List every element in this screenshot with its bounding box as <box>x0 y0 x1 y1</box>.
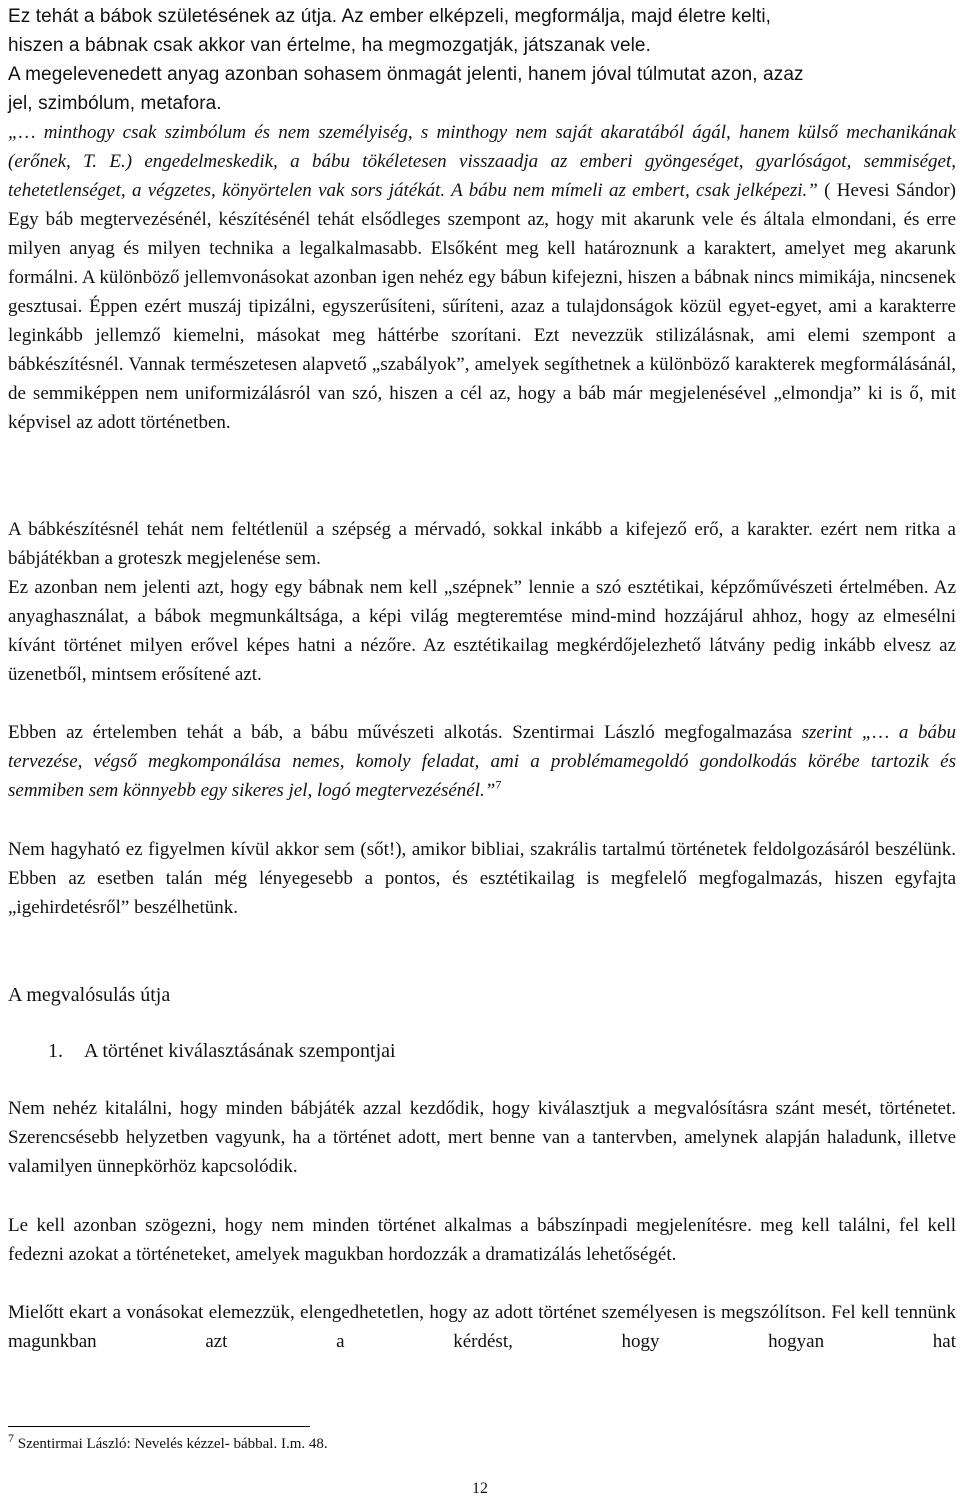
quote-attribution: ( Hevesi Sándor) <box>817 180 956 201</box>
stylization-text: Egy báb megtervezésénél, készítésénél tehát elsődleges szempont az, hogy mit akarunk vele és általa elmondani, és erre milyen anyag és milyen technika a legalkalmasabb. Elsőként meg kell határoznunk a karaktert, amelyet meg akarunk formálni. A különböző jellemvonásokat azonban igen nehéz egy bábun kifejezni, hiszen a bábnak nincs mimikája, nincsenek gesztusai. Éppen ezért muszáj tipizálni, egyszerűsíteni, sűríteni, azaz a tulajdonságok közül egyet-egyet, ami a karakterre leginkább jellemző kiemelni, másokat meg háttérbe szorítani. Ezt nevezzük stilizálásnak, ami elemi szempont a bábkészítésnél. Vannak természetesen alapvető „szabályok”, amelyek segíthetnek a különböző karakterek megformálásánál, de semmiképpen nem uniformizálásról van szó, hiszen a cél az, hogy a báb már megjelenésével „elmondja” ki is ő, mit képvisel az adott történetben. <box>8 209 956 433</box>
szentirmai-quote: szerint „… a bábu tervezése, végső megkomponálása nemes, komoly feladat, ami a problémamegoldó gondolkodás körébe tartozik és semmiben sem könnyebb egy sikeres jel, logó megtervezésénél.” <box>8 722 956 801</box>
paragraph-dramatization: Le kell azonban szögezni, hogy nem minden történet alkalmas a bábszínpadi megjelenítésre. meg kell találni, fel kell fedezni azokat a történeteket, amelyek magukban hordozzák a dramatizálás lehetőségét. <box>8 1215 956 1265</box>
footnote-number: 7 <box>8 1431 14 1445</box>
art-lead: Ebben az értelemben tehát a báb, a bábu művészeti alkotás. Szentirmai László megfogalmazása <box>8 722 802 743</box>
paragraph-art <box>8 718 956 805</box>
footnote-ref: 7 <box>495 777 502 792</box>
page-number: 12 <box>472 1480 488 1497</box>
hevesi-quote: „… minthogy csak szimbólum és nem személyiség, s minthogy nem saját akaratából ágál, hanem külső mechanikának (erőnek, T. E.) engedelmeskedik, a bábu tökéletesen visszaadja az emberi gyöngeséget, gyarlóságot, semmiséget, tehetetlenséget, a végzetes, könyörtelen vak sors játékát. A bábu nem mímeli az embert, csak jelképezi.” <box>8 122 956 201</box>
intro-line-1: Ez tehát a bábok születésének az útja. Az ember elképzeli, megformálja, majd életre kelti, <box>8 6 772 27</box>
footnote-divider <box>8 1426 310 1427</box>
paragraph-character: A bábkészítésnél tehát nem feltétlenül a szépség a mérvadó, sokkal inkább a kifejező erő, a karakter. ezért nem ritka a bábjátékban a groteszk megjelenése sem. <box>8 519 956 569</box>
subsection-number: 1. <box>48 1040 63 1062</box>
paragraph-story-choice: Nem nehéz kitalálni, hogy minden bábjáték azzal kezdődik, hogy kiválasztjuk a megvalósításra szánt mesét, történetet. Szerencsésebb helyzetben vagyunk, ha a történet adott, mert benne van a tantervben, amelynek alapján haladunk, illetve valamilyen ünnepkörhöz kapcsolódik. <box>8 1098 956 1177</box>
section-heading: A megvalósulás útja <box>8 984 171 1006</box>
quote-paragraph <box>8 118 956 437</box>
paragraph-personal: Mielőtt ekart a vonásokat elemezzük, elengedhetetlen, hogy az adott történet személyesen is megszólítson. Fel kell tennünk magunkban azt a kérdést, hogy hogyan hat <box>8 1302 956 1352</box>
footnote <box>8 1433 328 1455</box>
intro-line-3: A megelevenedett anyag azonban sohasem önmagát jelenti, hanem jóval túlmutat azon, azaz <box>8 64 804 85</box>
paragraph-aesthetics: Ez azonban nem jelenti azt, hogy egy bábnak nem kell „szépnek” lennie a szó esztétikai, képzőművészeti értelmében. Az anyaghasználat, a bábok megmunkáltsága, a képi világ megteremtése mind-mind hozzájárul ahhoz, hogy az elmesélni kívánt történet milyen erővel képes hatni a nézőre. Az esztétikailag megkérdőjelezhető látvány pedig inkább elvesz az üzenetből, mintsem erősítené azt. <box>8 577 956 685</box>
subsection-title: A történet kiválasztásának szempontjai <box>84 1040 396 1062</box>
intro-paragraph <box>8 2 956 118</box>
paragraph-biblical: Nem hagyható ez figyelmen kívül akkor sem (sőt!), amikor bibliai, szakrális tartalmú történetek feldolgozásáról beszélünk. Ebben az esetben talán még lényegesebb a pontos, és esztétikailag is megfelelő megfogalmazás, hiszen egyfajta „igehirdetésről” beszélhetünk. <box>8 839 956 918</box>
intro-line-2: hiszen a bábnak csak akkor van értelme, ha megmozgatják, játszanak vele. <box>8 35 651 56</box>
subsection-heading <box>48 1036 396 1066</box>
intro-line-4: jel, szimbólum, metafora. <box>8 93 222 114</box>
footnote-text: Szentirmai László: Nevelés kézzel- bábbal. I.m. 48. <box>14 1436 328 1452</box>
